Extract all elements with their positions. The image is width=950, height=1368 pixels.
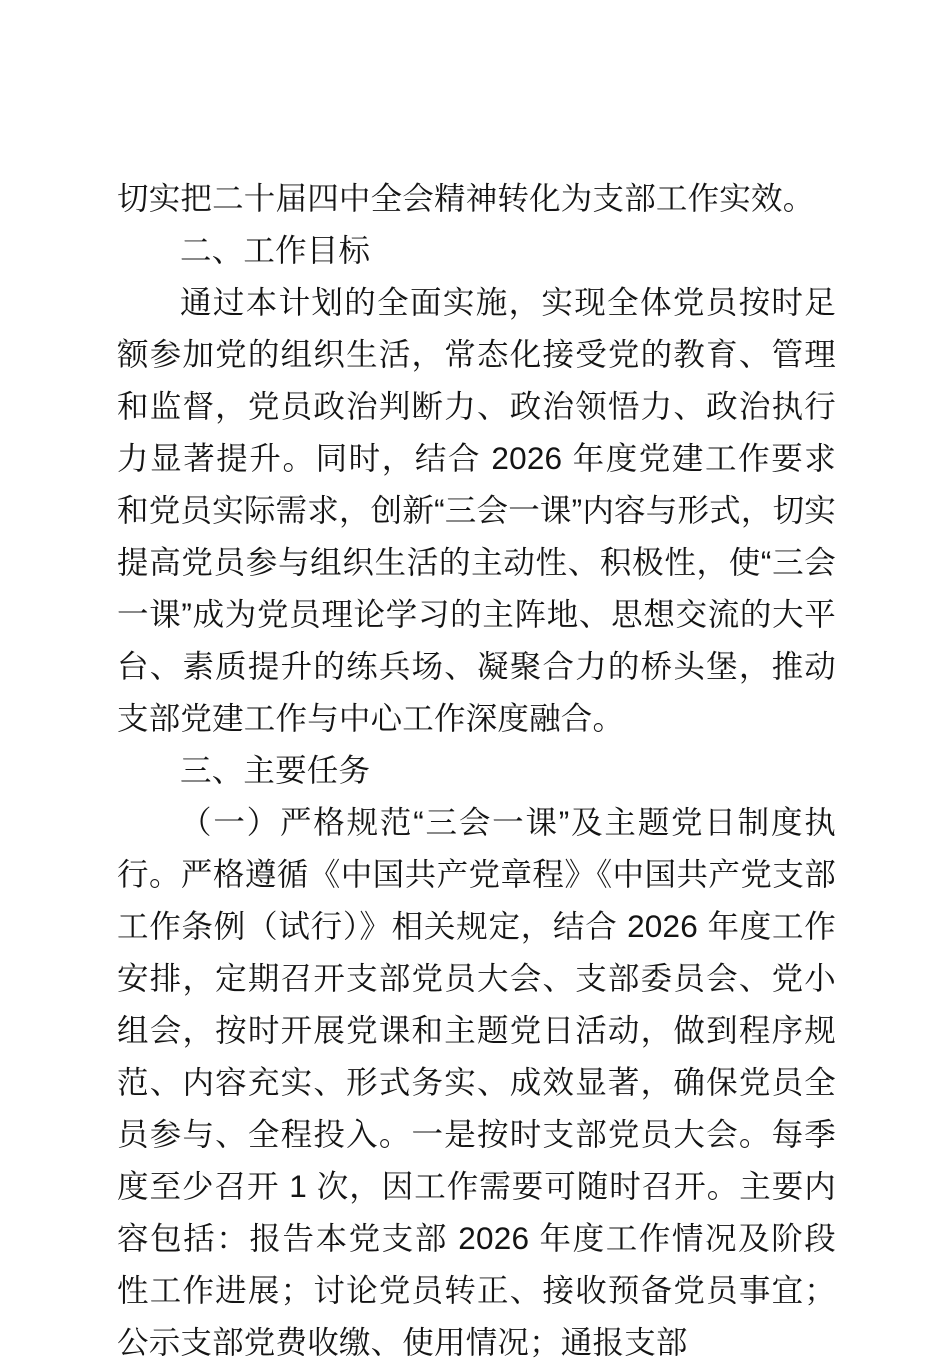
paragraph-section-two-body: 通过本计划的全面实施，实现全体党员按时足额参加党的组织生活，常态化接受党的教育、管理和监督，党员政治判断力、政治领悟力、政治执行力显著提升。同时，结合 2026 年度党建工作要求和党员实际需求，创新“三会一课”内容与形式，切实提高党员参与组织生活的主动性、积极性，使“三会一课”成为党员理论学习的主阵地、思想交流的大平台、素质提升的练兵场、凝聚合力的桥头堡，推动支部党建工作与中心工作深度融合。 [117, 284, 836, 736]
paragraph-section-three-item-one: （一）严格规范“三会一课”及主题党日制度执行。严格遵循《中国共产党章程》《中国共产党支部工作条例（试行）》相关规定，结合 2026 年度工作安排，定期召开支部党员大会、支部委员会、党小组会，按时开展党课和主题党日活动，做到程序规范、内容充实、形式务实、成效显著，确保党员全员参与、全程投入。一是按时支部党员大会。每季度至少召开 1 次，因工作需要可随时召开。主要内容包括：报告本党支部 2026 年度工作情况及阶段性工作进展；讨论党员转正、接收预备党员事宜；公示支部党费收缴、使用情况；通报支部 [117, 804, 836, 1360]
heading-section-three: 三、主要任务 [180, 752, 371, 788]
document-text-body [117, 172, 836, 1368]
paragraph-continued-line: 切实把二十届四中全会精神转化为支部工作实效。 [117, 180, 815, 216]
heading-section-two: 二、工作目标 [180, 232, 371, 268]
